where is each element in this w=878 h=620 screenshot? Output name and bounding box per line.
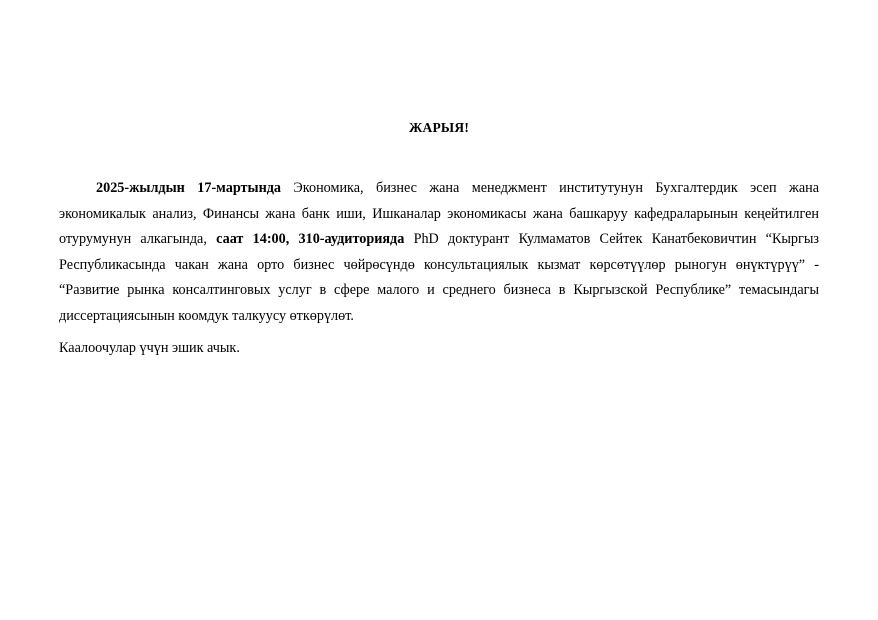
- announcement-text-part1: Экономика, бизнес жана менеджмент институтунун Бухгалтердик эсеп жана экономикалык анализ, Финансы жана банк иши, Ишканалар экономикасы жана башкаруу кафедраларынын кеңейтилген отурумунун алкагында,: [59, 180, 820, 247]
- announcement-time-place: саат 14:00, 310-аудиторияда: [216, 231, 405, 247]
- announcement-title: ЖАРЫЯ!: [408, 120, 470, 135]
- announcement-body: [59, 176, 819, 329]
- announcement-text-part2: PhD доктурант Кулмаматов Сейтек Канатбековичтин “Кыргыз Республикасында чакан жана орто бизнес чөйрөсүндө консультациялык кызмат көрсөтүүлөр рыногун өнүктүрүү” - “Развитие рынка консалтинговых услуг в сфере малого и среднего бизнеса в Кыргызской Республике” темасындагы диссертациясынын коомдук талкуусу өткөрүлөт.: [59, 231, 819, 324]
- announcement-date: 2025-жылдын 17-мартында: [96, 180, 282, 196]
- announcement-closing: Каалоочулар үчүн эшик ачык.: [59, 340, 240, 356]
